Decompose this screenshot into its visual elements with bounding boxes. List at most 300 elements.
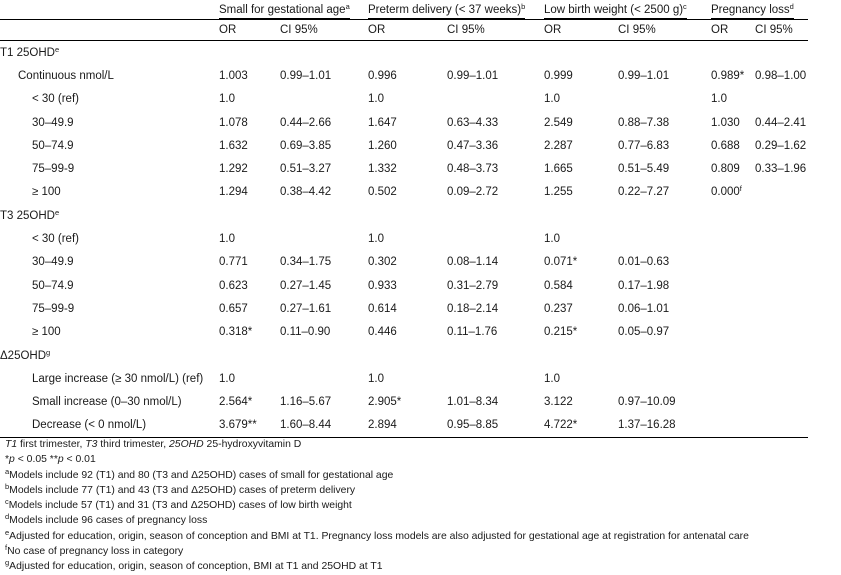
- ci-cell: [755, 111, 808, 134]
- or-cell: [544, 64, 618, 87]
- cell-value: 0.99–1.01: [280, 69, 332, 82]
- cell-value: 1.0: [219, 233, 235, 246]
- ci-cell: [447, 227, 544, 250]
- ci-cell: [618, 41, 711, 65]
- footnote-text: Models include 92 (T1) and 80 (T3 and Δ25OHD) cases of small for gestational age: [9, 469, 394, 481]
- section-header-row: [0, 344, 808, 367]
- cell-value: 0.614: [368, 302, 397, 315]
- footnote-marker: e: [54, 44, 60, 54]
- cell-value: 1.01–8.34: [447, 396, 499, 409]
- cell-value: 1.294: [219, 186, 248, 199]
- ci-column-header-preterm: CI 95%: [447, 20, 544, 41]
- footnote-text: Models include 96 cases of pregnancy loss: [9, 515, 208, 527]
- ci-cell: [755, 88, 808, 111]
- ci-cell: [618, 297, 711, 320]
- cell-value: 0.99–1.01: [618, 69, 670, 82]
- ci-cell: [618, 227, 711, 250]
- footnote-mark: f: [5, 543, 8, 553]
- cell-value: 0.657: [219, 302, 248, 315]
- cell-value: 0.05–0.97: [618, 326, 670, 339]
- cell-value: 0.27–1.45: [280, 279, 332, 292]
- corner-cell: [0, 0, 219, 20]
- cell-value: 0.215*: [544, 326, 578, 339]
- corner-cell: [0, 20, 219, 41]
- row-label: [0, 274, 219, 297]
- row-label-text: Δ25OHD: [0, 349, 47, 362]
- ci-cell: [447, 414, 544, 438]
- row-label: [0, 297, 219, 320]
- row-label-text: ≥ 100: [32, 326, 61, 339]
- ci-cell: [755, 41, 808, 65]
- ci-cell: [280, 181, 368, 204]
- or-cell: [219, 367, 280, 390]
- ci-cell: [618, 367, 711, 390]
- ci-cell: [618, 204, 711, 227]
- row-label-text: ≥ 100: [32, 186, 61, 199]
- group-header-lbw: Low birth weight (< 2500 g)$^c$: [544, 0, 711, 20]
- or-cell: [711, 88, 755, 111]
- cell-value: 1.0: [544, 233, 560, 246]
- ci-cell: [447, 321, 544, 344]
- table-row: [0, 390, 808, 413]
- or-cell: [368, 344, 447, 367]
- cell-value: 0.51–3.27: [280, 163, 332, 176]
- row-label-text: 50–74.9: [32, 279, 74, 292]
- table-row: [0, 134, 808, 157]
- cell-value: 1.0: [544, 372, 560, 385]
- footnote-text: No case of pregnancy loss in category: [7, 546, 184, 558]
- ci-cell: [280, 227, 368, 250]
- or-cell: [219, 157, 280, 180]
- ci-cell: [447, 274, 544, 297]
- cell-value: 0.446: [368, 326, 397, 339]
- cell-value: 0.809: [711, 163, 740, 176]
- row-label: [0, 321, 219, 344]
- or-cell: [544, 157, 618, 180]
- or-cell: [711, 204, 755, 227]
- ci-cell: [755, 157, 808, 180]
- or-cell: [219, 251, 280, 274]
- footnote-list: [5, 468, 835, 575]
- cell-value: 2.905*: [368, 396, 402, 409]
- ci-cell: [618, 344, 711, 367]
- cell-value: 1.60–8.44: [280, 419, 332, 432]
- or-cell: [544, 390, 618, 413]
- ci-cell: [618, 64, 711, 87]
- table-row: [0, 414, 808, 438]
- ci-cell: [618, 251, 711, 274]
- group-header-row: [0, 0, 808, 20]
- cell-value: 1.030: [711, 116, 740, 129]
- or-cell: [368, 111, 447, 134]
- or-cell: [219, 344, 280, 367]
- or-cell: [368, 88, 447, 111]
- row-label: [0, 134, 219, 157]
- cell-value: 0.237: [544, 302, 573, 315]
- cell-value: 1.0: [368, 372, 384, 385]
- or-cell: [711, 390, 755, 413]
- cell-value: 1.665: [544, 163, 573, 176]
- cell-value: 0.51–5.49: [618, 163, 670, 176]
- footnote-d: [5, 513, 835, 528]
- cell-value: 0.27–1.61: [280, 302, 332, 315]
- cell-value: 0.302: [368, 256, 397, 269]
- table-row: [0, 321, 808, 344]
- ci-column-header-pregnancy-loss: CI 95%: [755, 20, 808, 41]
- or-cell: [219, 227, 280, 250]
- cell-value: 0.22–7.27: [618, 186, 670, 199]
- cell-value: 1.078: [219, 116, 248, 129]
- cell-value: 0.996: [368, 69, 397, 82]
- p-symbol: p: [9, 454, 15, 466]
- significance-text: < 0.05 **: [14, 454, 58, 466]
- cell-value: 0.000: [711, 186, 740, 199]
- abbrev-definition: first trimester,: [17, 439, 86, 450]
- cell-value: 4.722*: [544, 419, 578, 432]
- or-cell: [711, 321, 755, 344]
- ci-cell: [755, 227, 808, 250]
- table-row: [0, 181, 808, 204]
- ci-cell: [447, 297, 544, 320]
- ci-cell: [447, 111, 544, 134]
- table-row: [0, 88, 808, 111]
- cell-value: 0.933: [368, 279, 397, 292]
- or-cell: [544, 367, 618, 390]
- ci-cell: [618, 321, 711, 344]
- footnote-mark: e: [5, 527, 10, 537]
- cell-value: 0.31–2.79: [447, 279, 499, 292]
- cell-value: 3.679**: [219, 419, 257, 432]
- footnote-mark: d: [5, 512, 10, 522]
- row-label: [0, 390, 219, 413]
- cell-value: 1.292: [219, 163, 248, 176]
- ci-cell: [280, 390, 368, 413]
- row-label: [0, 41, 219, 65]
- cell-value: 0.771: [219, 256, 248, 269]
- abbrev-definition: 25-hydroxyvitamin D: [203, 439, 302, 450]
- ci-cell: [447, 181, 544, 204]
- group-header-pregnancy-loss: Pregnancy loss$^d$: [711, 0, 808, 20]
- row-label-text: 50–74.9: [32, 139, 74, 152]
- cell-value: 1.0: [544, 93, 560, 106]
- ci-cell: [280, 111, 368, 134]
- cell-value: 1.16–5.67: [280, 396, 332, 409]
- or-cell: [219, 390, 280, 413]
- table-row: [0, 297, 808, 320]
- ci-cell: [447, 344, 544, 367]
- cell-value: 1.0: [711, 93, 728, 106]
- cell-value: 0.48–3.73: [447, 163, 499, 176]
- ci-cell: [280, 134, 368, 157]
- cell-value: 1.0: [219, 372, 235, 385]
- ci-cell: [755, 390, 808, 413]
- cell-value: 2.564*: [219, 396, 253, 409]
- ci-cell: [755, 134, 808, 157]
- or-cell: [544, 414, 618, 438]
- cell-value: 1.647: [368, 116, 397, 129]
- cell-value: 1.0: [368, 233, 384, 246]
- row-label: [0, 111, 219, 134]
- footnote-e: [5, 529, 835, 544]
- cell-value: 0.318*: [219, 326, 253, 339]
- ci-cell: [447, 64, 544, 87]
- or-cell: [219, 111, 280, 134]
- or-cell: [544, 321, 618, 344]
- footnote-mark: g: [5, 558, 10, 568]
- or-cell: [711, 344, 755, 367]
- row-label-text: 30–49.9: [32, 256, 74, 269]
- cell-value: 0.88–7.38: [618, 116, 670, 129]
- cell-value: 0.77–6.83: [618, 139, 670, 152]
- cell-value: 0.69–3.85: [280, 139, 332, 152]
- section-header-row: [0, 204, 808, 227]
- row-label: [0, 367, 219, 390]
- or-column-header-pregnancy-loss: OR: [711, 20, 755, 41]
- or-cell: [219, 297, 280, 320]
- cell-value: 0.34–1.75: [280, 256, 332, 269]
- ci-cell: [755, 251, 808, 274]
- ci-cell: [447, 367, 544, 390]
- cell-value: 0.33–1.96: [755, 163, 807, 176]
- row-label: [0, 204, 219, 227]
- cell-value: 0.11–0.90: [280, 326, 331, 339]
- cell-value: 0.63–4.33: [447, 116, 499, 129]
- footnote-b: [5, 483, 835, 498]
- cell-value: 1.0: [219, 93, 235, 106]
- footnote-c: [5, 498, 835, 513]
- or-cell: [368, 297, 447, 320]
- ci-cell: [280, 204, 368, 227]
- row-label-text: 30–49.9: [32, 116, 74, 129]
- or-cell: [544, 297, 618, 320]
- row-label-text: 75–99-9: [32, 302, 75, 315]
- or-cell: [368, 274, 447, 297]
- or-cell: [544, 41, 618, 65]
- ci-cell: [618, 274, 711, 297]
- footnote-a: [5, 468, 835, 483]
- ci-cell: [755, 181, 808, 204]
- cell-value: 0.18–2.14: [447, 302, 499, 315]
- table-row: [0, 367, 808, 390]
- cell-value: 0.071*: [544, 256, 578, 269]
- ci-cell: [755, 64, 808, 87]
- or-cell: [711, 157, 755, 180]
- footnote-marker: e: [54, 207, 60, 217]
- cell-value: 0.688: [711, 139, 740, 152]
- cell-value: 0.502: [368, 186, 397, 199]
- or-cell: [368, 181, 447, 204]
- cell-value: 0.44–2.66: [280, 116, 332, 129]
- cell-value: 0.95–8.85: [447, 419, 499, 432]
- ci-cell: [280, 367, 368, 390]
- ci-cell: [447, 88, 544, 111]
- or-cell: [219, 64, 280, 87]
- row-label-text: Large increase (≥ 30 nmol/L) (ref): [32, 372, 204, 385]
- cell-value: 0.584: [544, 279, 573, 292]
- or-cell: [544, 88, 618, 111]
- cell-value: 0.98–1.00: [755, 69, 807, 82]
- row-label-text: Continuous nmol/L: [18, 69, 114, 82]
- cell-value: 0.06–1.01: [618, 302, 670, 315]
- ci-cell: [280, 274, 368, 297]
- ci-cell: [618, 134, 711, 157]
- ci-cell: [447, 41, 544, 65]
- table-row: [0, 64, 808, 87]
- cell-value: 0.09–2.72: [447, 186, 499, 199]
- ci-cell: [755, 367, 808, 390]
- or-cell: [219, 41, 280, 65]
- cell-value: 0.999: [544, 69, 573, 82]
- ci-cell: [447, 204, 544, 227]
- cell-value: 0.17–1.98: [618, 279, 670, 292]
- row-label-text: Small increase (0–30 nmol/L): [32, 396, 182, 409]
- cell-value: 0.623: [219, 279, 248, 292]
- ci-cell: [447, 157, 544, 180]
- footnote-mark: b: [5, 481, 10, 491]
- row-label-text: Decrease (< 0 nmol/L): [32, 419, 147, 432]
- ci-column-header-lbw: CI 95%: [618, 20, 711, 41]
- or-cell: [368, 204, 447, 227]
- group-header-preterm: Preterm delivery (< 37 weeks)$^b$: [368, 0, 544, 20]
- or-cell: [219, 321, 280, 344]
- cell-value: 0.38–4.42: [280, 186, 332, 199]
- ci-column-header-sga: CI 95%: [280, 20, 368, 41]
- or-column-header-sga: OR: [219, 20, 280, 41]
- or-cell: [544, 204, 618, 227]
- or-cell: [219, 274, 280, 297]
- cell-value: 1.37–16.28: [618, 419, 676, 432]
- or-cell: [711, 297, 755, 320]
- ci-cell: [280, 157, 368, 180]
- row-label-text: < 30 (ref): [32, 93, 79, 106]
- row-label-text: T3 25OHD: [0, 209, 55, 222]
- or-cell: [219, 414, 280, 438]
- or-cell: [711, 181, 755, 204]
- ci-cell: [618, 88, 711, 111]
- or-cell: [368, 321, 447, 344]
- row-label-text: 75–99-9: [32, 163, 75, 176]
- or-cell: [711, 227, 755, 250]
- ci-cell: [618, 181, 711, 204]
- ci-cell: [280, 297, 368, 320]
- ci-cell: [618, 111, 711, 134]
- or-cell: [544, 134, 618, 157]
- or-cell: [368, 414, 447, 438]
- abbrev-definition: third trimester,: [97, 439, 170, 450]
- or-cell: [368, 367, 447, 390]
- row-label: [0, 88, 219, 111]
- cell-value: 0.08–1.14: [447, 256, 499, 269]
- or-cell: [711, 414, 755, 438]
- significance-note: [5, 452, 835, 467]
- table-body: [0, 41, 808, 438]
- or-cell: [711, 274, 755, 297]
- footnote-mark: a: [5, 466, 10, 476]
- or-cell: [368, 227, 447, 250]
- ci-cell: [280, 251, 368, 274]
- row-label: [0, 251, 219, 274]
- abbreviations-note: [5, 437, 835, 452]
- cell-value: 2.894: [368, 419, 397, 432]
- cell-value: 1.0: [368, 93, 384, 106]
- cell-value: 0.989*: [711, 69, 745, 82]
- ci-cell: [280, 64, 368, 87]
- footnote-g: [5, 559, 835, 574]
- or-cell: [219, 88, 280, 111]
- ci-cell: [447, 390, 544, 413]
- ci-cell: [755, 414, 808, 438]
- row-label-text: < 30 (ref): [32, 233, 79, 246]
- cell-value: 1.255: [544, 186, 573, 199]
- ci-cell: [280, 344, 368, 367]
- or-cell: [711, 251, 755, 274]
- table-row: [0, 274, 808, 297]
- row-label: [0, 157, 219, 180]
- cell-value: 0.29–1.62: [755, 139, 807, 152]
- ci-cell: [280, 321, 368, 344]
- or-cell: [219, 181, 280, 204]
- or-cell: [544, 274, 618, 297]
- abbrev-term: T1: [5, 439, 18, 450]
- ci-cell: [618, 157, 711, 180]
- footnote-f: [5, 544, 835, 559]
- or-cell: [219, 134, 280, 157]
- cell-value: 0.47–3.36: [447, 139, 499, 152]
- footnote-mark: c: [5, 497, 9, 507]
- ci-cell: [755, 344, 808, 367]
- row-label: [0, 64, 219, 87]
- table-row: [0, 157, 808, 180]
- or-cell: [368, 134, 447, 157]
- cell-value: 3.122: [544, 396, 573, 409]
- ci-cell: [280, 88, 368, 111]
- cell-value: 1.003: [219, 69, 248, 82]
- or-cell: [711, 111, 755, 134]
- subheader-row: [0, 20, 808, 41]
- ci-cell: [618, 390, 711, 413]
- cell-value: 1.260: [368, 139, 397, 152]
- significance-text: < 0.01: [63, 454, 96, 466]
- ci-cell: [755, 321, 808, 344]
- or-cell: [711, 367, 755, 390]
- row-label: [0, 414, 219, 438]
- abbrev-term: 25OHD: [169, 439, 204, 450]
- or-cell: [544, 111, 618, 134]
- or-cell: [544, 227, 618, 250]
- cell-value: 0.97–10.09: [618, 396, 676, 409]
- row-label: [0, 344, 219, 367]
- footnote-marker: f: [739, 184, 742, 194]
- table-row: [0, 227, 808, 250]
- or-cell: [368, 157, 447, 180]
- group-header-sga: Small for gestational age$^a$: [219, 0, 368, 20]
- cell-value: 2.287: [544, 139, 573, 152]
- ci-cell: [447, 134, 544, 157]
- ci-cell: [755, 297, 808, 320]
- or-cell: [544, 181, 618, 204]
- or-cell: [368, 251, 447, 274]
- cell-value: 0.44–2.41: [755, 116, 807, 129]
- or-cell: [368, 41, 447, 65]
- cell-value: 1.332: [368, 163, 397, 176]
- or-column-header-preterm: OR: [368, 20, 447, 41]
- abbrev-term: T3: [85, 439, 98, 450]
- or-cell: [368, 390, 447, 413]
- or-cell: [711, 64, 755, 87]
- ci-cell: [755, 274, 808, 297]
- row-label: [0, 181, 219, 204]
- cell-value: 0.11–1.76: [447, 326, 498, 339]
